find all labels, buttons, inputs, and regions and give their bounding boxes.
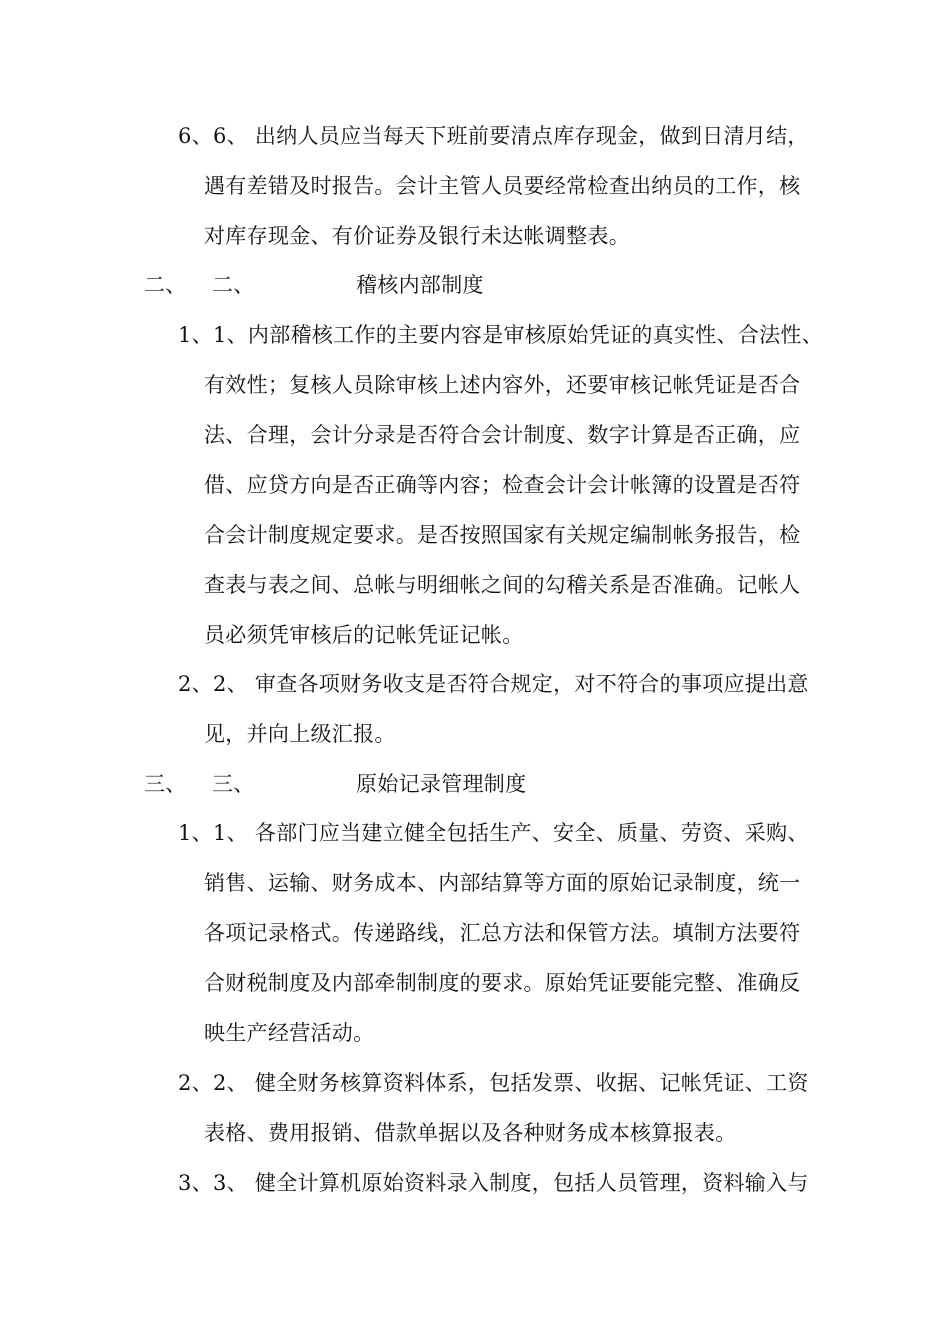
- section-3-item-1-line: 映生产经营活动。: [204, 1021, 375, 1045]
- section-3-item-1-line: 1、1、 各部门应当建立健全包括生产、安全、质量、劳资、采购、: [178, 821, 809, 845]
- section-2-item-1-line: 1、1、内部稽核工作的主要内容是审核原始凭证的真实性、合法性、: [178, 323, 824, 347]
- paragraph-6-line: 6、6、 出纳人员应当每天下班前要清点库存现金，做到日清月结，: [178, 124, 809, 148]
- section-2-item-1-line: 员必须凭审核后的记帐凭证记帐。: [204, 623, 524, 647]
- section-3-item-1-line: 合财税制度及内部牵制制度的要求。原始凭证要能完整、准确反: [204, 971, 801, 995]
- section-number-outer: 三、: [144, 772, 187, 796]
- section-2-item-1-line: 法、合理，会计分录是否符合会计制度、数字计算是否正确，应: [204, 423, 801, 447]
- paragraph-6-line: 对库存现金、有价证券及银行未达帐调整表。: [204, 224, 630, 248]
- section-3-item-2-line: 表格、费用报销、借款单据以及各种财务成本核算报表。: [204, 1121, 737, 1145]
- section-3-item-1-line: 销售、运输、财务成本、内部结算等方面的原始记录制度，统一: [204, 871, 801, 895]
- section-2-item-2-line: 见，并向上级汇报。: [204, 722, 396, 746]
- section-number-inner: 三、: [212, 772, 255, 796]
- section-number-outer: 二、: [144, 273, 187, 297]
- section-3-item-1-line: 各项记录格式。传递路线，汇总方法和保管方法。填制方法要符: [204, 921, 801, 945]
- section-3-item-3-line: 3、3、 健全计算机原始资料录入制度，包括人员管理，资料输入与: [178, 1171, 809, 1195]
- section-number-inner: 二、: [212, 273, 255, 297]
- section-2-item-1-line: 有效性；复核人员除审核上述内容外，还要审核记帐凭证是否合: [204, 373, 801, 397]
- paragraph-6-line: 遇有差错及时报告。会计主管人员要经常检查出纳员的工作，核: [204, 174, 801, 198]
- section-2-item-1-line: 查表与表之间、总帐与明细帐之间的勾稽关系是否准确。记帐人: [204, 573, 801, 597]
- section-2-item-1-line: 借、应贷方向是否正确等内容；检查会计会计帐簿的设置是否符: [204, 473, 801, 497]
- section-3-item-2-line: 2、2、 健全财务核算资料体系，包括发票、收据、记帐凭证、工资: [178, 1071, 809, 1095]
- section-title: 原始记录管理制度: [356, 772, 527, 796]
- section-title: 稽核内部制度: [356, 273, 484, 297]
- section-2-item-2-line: 2、2、 审查各项财务收支是否符合规定，对不符合的事项应提出意: [178, 672, 809, 696]
- section-2-item-1-line: 合会计制度规定要求。是否按照国家有关规定编制帐务报告，检: [204, 523, 801, 547]
